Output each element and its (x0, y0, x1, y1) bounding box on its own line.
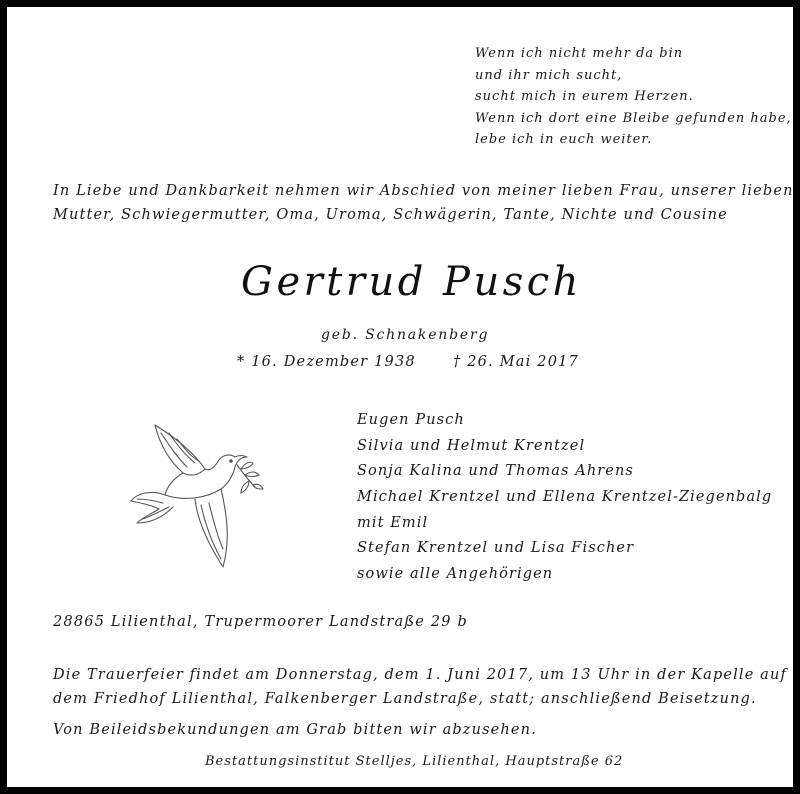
poem (475, 43, 792, 151)
deceased-name: Gertrud Pusch (241, 259, 582, 305)
poem-line: lebe ich in euch weiter. (475, 132, 653, 147)
condolence-note: Von Beileidsbekundungen am Grab bitten wir abzusehen. (53, 722, 537, 738)
mourner-entry: Silvia und Helmut Krentzel (357, 437, 586, 454)
mourner-entry: Stefan Krentzel und Lisa Fischer (357, 540, 635, 557)
intro-line: In Liebe und Dankbarkeit nehmen wir Abschied von meiner lieben Frau, unserer lieben (53, 183, 794, 199)
family-address: 28865 Lilienthal, Trupermoorer Landstraße 29 b (53, 614, 469, 630)
dove-with-olive-branch-icon (125, 419, 265, 579)
mourner-entry: mit Emil (357, 514, 429, 531)
poem-line: und ihr mich sucht, (475, 67, 623, 83)
funeral-line: Die Trauerfeier findet am Donnerstag, dem 1. Juni 2017, um 13 Uhr in der Kapelle auf (53, 667, 787, 683)
undertaker-info: Bestattungsinstitut Stelljes, Lilienthal, Hauptstraße 62 (205, 754, 624, 769)
mourner-entry: Michael Krentzel und Ellena Krentzel-Ziegenbalg (357, 489, 773, 506)
intro-text (53, 179, 794, 227)
intro-line: Mutter, Schwiegermutter, Oma, Uroma, Schwägerin, Tante, Nichte und Cousine (53, 207, 728, 223)
mourner-entry: Eugen Pusch (357, 412, 465, 428)
funeral-line: dem Friedhof Lilienthal, Falkenberger Landstraße, statt; anschließend Beisetzung. (53, 691, 757, 707)
mourners-list (357, 408, 772, 588)
death-date: † 26. Mai 2017 (453, 354, 579, 370)
mourner-entry: sowie alle Angehörigen (357, 566, 554, 583)
maiden-name: geb. Schnakenberg (321, 327, 490, 343)
mourner-entry: Sonja Kalina und Thomas Ahrens (357, 463, 634, 480)
poem-line: Wenn ich nicht mehr da bin (475, 46, 684, 61)
poem-line: sucht mich in eurem Herzen. (475, 89, 694, 104)
birth-date: * 16. Dezember 1938 (237, 354, 416, 370)
funeral-details (53, 663, 787, 711)
poem-line: Wenn ich dort eine Bleibe gefunden habe, (475, 110, 792, 126)
